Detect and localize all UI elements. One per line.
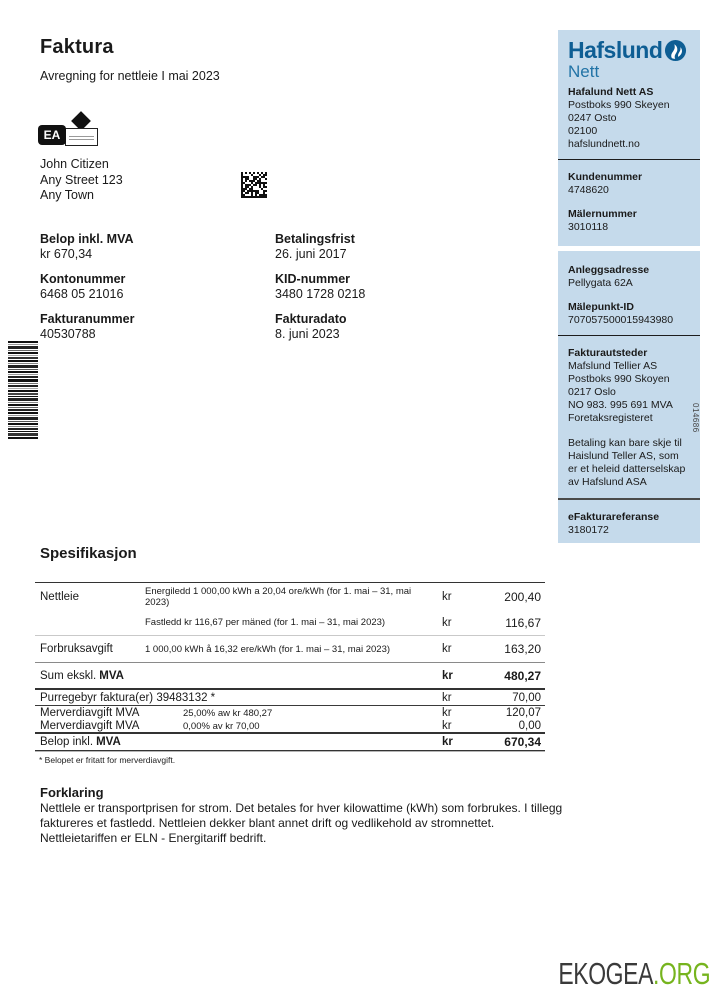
field-value: kr 670,34 [40, 247, 93, 261]
barcode-stripe [8, 369, 38, 370]
field-amount-incl-vat [40, 232, 275, 261]
barcode-stripe [8, 437, 38, 439]
sidebar-company-box [558, 30, 700, 246]
field-label: Mälepunkt-ID [568, 301, 634, 313]
barcode-stripe [8, 402, 38, 403]
table-row [35, 636, 545, 663]
vat-exempt-footnote: * Belopet er fritatt for merverdiavgift. [35, 751, 545, 765]
sidebar-details-box [558, 251, 700, 543]
field-account-number [40, 272, 275, 301]
payment-note [568, 437, 690, 489]
barcode-stripe [8, 433, 38, 436]
issuer-line: NO 983. 995 691 MVA [568, 399, 673, 411]
row-detail: 0,00% av kr 70,00 [183, 720, 260, 732]
barcode-stripe [8, 388, 38, 389]
field-label: Kontonummer [40, 272, 126, 286]
row-item-bold: MVA [96, 736, 121, 748]
barcode-stripe [8, 350, 38, 351]
barcode-stripe [8, 393, 38, 395]
recipient-address [40, 157, 123, 204]
field-value: 40530788 [40, 327, 96, 341]
row-item-bold: MVA [99, 669, 124, 682]
row-item: Purregebyr faktura(er) 39483132 * [40, 691, 216, 704]
row-currency: kr [442, 691, 452, 704]
barcode-stripe [8, 385, 38, 387]
invoice-issuer-field [568, 347, 690, 425]
barcode-stripe [8, 431, 38, 432]
ekogea-logo [558, 956, 710, 992]
field-label: Kundenummer [568, 171, 643, 183]
ea-postal-logo [38, 116, 102, 152]
row-item: Nettleie [40, 590, 79, 603]
explanation-line: faktureres et fastledd. Nettleien dekker blant annet drift og vedlikehold av stromnettet. [40, 816, 495, 830]
company-address-line: 02100 [568, 125, 598, 137]
issuer-line: Mafslund Tellier AS [568, 360, 658, 372]
field-label: Fakturadato [275, 312, 347, 326]
barcode-stripe [8, 396, 38, 397]
table-row-vat [35, 720, 545, 734]
company-name: Hafalund Nett AS [568, 86, 654, 98]
company-address-line: 0247 Osto [568, 112, 617, 124]
barcode-stripe [8, 363, 38, 364]
page-title: Faktura [40, 36, 114, 58]
note-line: Betaling kan bare skje til [568, 437, 682, 449]
specification-table [35, 582, 545, 752]
explanation-line: Nettlele er transportprisen for strom. Det betales for hver kilowattime (kWh) som forbrukes. I tillegg [40, 801, 563, 815]
hafslund-swirl-icon [664, 39, 687, 62]
row-amount: 120,07 [505, 707, 541, 719]
row-detail: Fastledd kr 116,67 per mäned (for 1. mai – 31, mai 2023) [145, 617, 386, 628]
datamatrix-code [241, 172, 267, 198]
field-value: 26. juni 2017 [275, 247, 347, 261]
table-row-fee [35, 690, 545, 706]
recipient-name: John Citizen [40, 157, 109, 171]
barcode-stripe [8, 426, 38, 427]
field-value: 3480 1728 0218 [275, 287, 366, 301]
issuer-line: Foretaksregisteret [568, 412, 653, 424]
metering-point-field [568, 301, 690, 327]
field-value: 4748620 [568, 184, 609, 196]
table-row [35, 583, 545, 610]
barcode-stripe [8, 383, 38, 384]
row-item: Forbruksavgift [40, 643, 113, 655]
company-website: hafslundnett.no [568, 138, 640, 150]
hafslund-logo [568, 38, 690, 62]
nett-wordmark: Nett [568, 62, 600, 81]
barcode-stripe [8, 360, 38, 362]
field-value: 6468 05 21016 [40, 287, 124, 301]
site-address-field [568, 264, 690, 290]
specification-heading: Spesifikasjon [40, 545, 137, 562]
recipient-street: Any Street 123 [40, 172, 123, 187]
sidebar-divider [558, 159, 700, 160]
hafslund-wordmark: Hafslund [568, 37, 663, 63]
row-detail: 1 000,00 kWh å 16,32 ere/kWh (for 1. mai – 31, mai 2023) [145, 643, 391, 655]
datamatrix-cell [265, 196, 267, 198]
row-item: Merverdiavgift MVA [40, 720, 140, 732]
explanation-text [40, 801, 660, 846]
field-value: 3010118 [568, 221, 609, 233]
barcode-stripe [8, 398, 38, 401]
barcode-stripe [8, 357, 38, 359]
barcode-stripe [8, 346, 38, 349]
table-row-subtotal [35, 663, 545, 690]
barcode-stripe [8, 415, 38, 416]
barcode-stripe [8, 390, 38, 392]
row-item-text: Belop inkl. [40, 736, 94, 748]
barcode-stripe [8, 341, 38, 343]
efaktura-reference-field [568, 511, 690, 537]
ekogea-tld: .ORG [652, 956, 710, 991]
field-value: 8. juni 2023 [275, 327, 340, 341]
row-amount: 70,00 [512, 691, 541, 704]
field-invoice-number [40, 312, 275, 341]
field-label: Mälernummer [568, 208, 637, 220]
field-value: 707057500015943980 [568, 314, 674, 326]
barcode-stripe [8, 365, 38, 368]
barcode-stripe [8, 428, 38, 430]
sidebar-divider [558, 335, 700, 336]
barcode-stripe [8, 374, 38, 375]
note-line: Haislund Teller AS, som [568, 450, 679, 462]
barcode-stripe [8, 409, 38, 411]
barcode-stripe [8, 352, 38, 354]
field-label: Fakturanummer [40, 312, 135, 326]
barcode-stripe [8, 371, 38, 373]
barcode-stripe [8, 417, 38, 420]
field-due-date [275, 232, 470, 261]
barcode-stripe [8, 407, 38, 408]
row-item [35, 736, 433, 748]
row-currency: kr [442, 736, 453, 748]
table-row [35, 610, 545, 636]
row-amount: 480,27 [504, 668, 541, 683]
row-currency: kr [442, 590, 452, 603]
row-detail: 25,00% aw kr 480,27 [183, 707, 273, 719]
explanation-heading: Forklaring [40, 785, 104, 800]
row-amount: 116,67 [505, 615, 541, 630]
field-label: Anleggsadresse [568, 264, 650, 276]
barcode-stripe [8, 404, 38, 406]
row-currency: kr [442, 720, 452, 732]
ea-logo-badge: EA [38, 125, 66, 145]
row-currency: kr [442, 669, 453, 682]
barcode-stripe [8, 344, 38, 345]
row-amount: 670,34 [504, 735, 541, 749]
barcode-stripe [8, 423, 38, 425]
row-detail: Energiledd 1 000,00 kWh a 20,04 ore/kWh (for 1. mai – 31, mai 2023) [145, 585, 412, 608]
table-row-vat [35, 706, 545, 720]
field-label: KID-nummer [275, 272, 351, 286]
company-address-line: Postboks 990 Skeyen [568, 99, 670, 111]
sidebar-thick-divider [558, 498, 700, 500]
row-currency: kr [442, 616, 452, 629]
recipient-city: Any Town [40, 188, 94, 202]
row-item-text: Sum ekskl. [40, 669, 97, 682]
barcode-stripe [8, 355, 38, 356]
field-label: Betalingsfrist [275, 232, 355, 246]
barcode-stripe [8, 376, 38, 378]
field-label: Belop inkl. MVA [40, 232, 134, 246]
note-line: er et heleid datterselskap [568, 463, 686, 475]
row-currency: kr [442, 707, 452, 719]
field-label: eFakturareferanse [568, 511, 660, 523]
ekogea-wordmark: EKOGEA [558, 956, 653, 991]
row-amount: 200,40 [504, 589, 541, 604]
meter-number-field [568, 208, 690, 234]
issuer-line: 0217 Oslo [568, 386, 616, 398]
row-item: Merverdiavgift MVA [40, 707, 140, 719]
issuer-line: Postboks 990 Skoyen [568, 373, 670, 385]
print-control-code: 014686 [691, 403, 700, 433]
field-label: Fakturautsteder [568, 347, 648, 359]
field-kid-number [275, 272, 470, 301]
barcode [8, 341, 38, 448]
customer-number-field [568, 171, 690, 197]
payment-details [40, 232, 470, 352]
barcode-stripe [8, 421, 38, 422]
row-amount: 0,00 [518, 720, 541, 732]
field-invoice-date [275, 312, 470, 341]
row-amount: 163,20 [504, 642, 541, 656]
row-item [35, 670, 433, 682]
barcode-stripe [8, 379, 38, 382]
barcode-stripe [8, 412, 38, 414]
row-currency: kr [442, 643, 452, 655]
explanation-line: Nettleietariffen er ELN - Energitariff bedrift. [40, 831, 267, 845]
ea-logo-small-print [69, 136, 94, 142]
field-value: 3180172 [568, 524, 609, 536]
invoice-subtitle: Avregning for nettleie I mai 2023 [40, 69, 220, 83]
table-row-total [35, 734, 545, 752]
field-value: Pellygata 62A [568, 277, 633, 289]
note-line: av Hafslund ASA [568, 476, 647, 488]
